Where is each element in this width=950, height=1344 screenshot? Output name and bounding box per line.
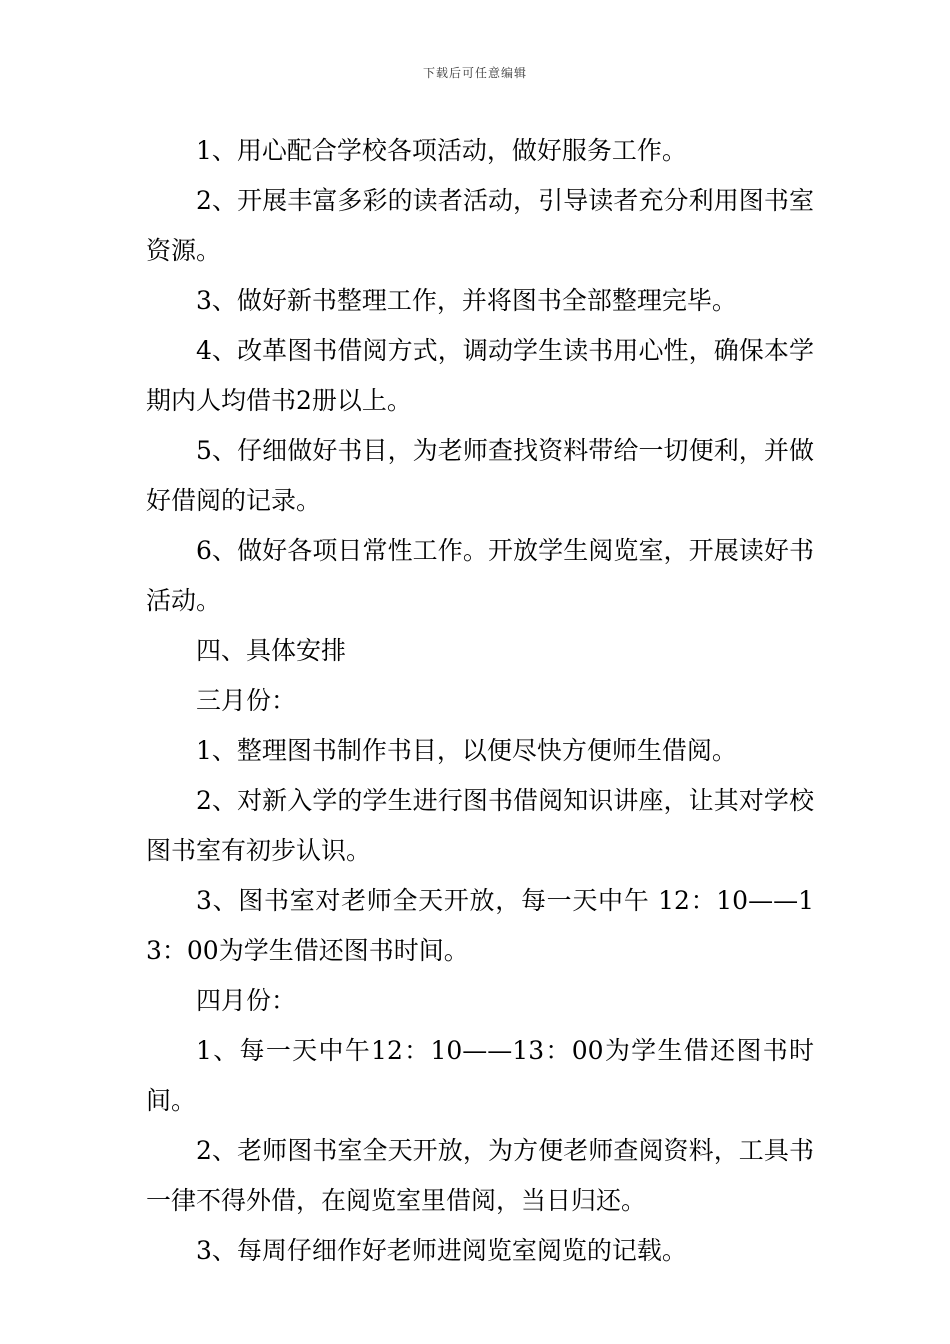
section-heading-schedule: 四、具体安排 xyxy=(196,636,347,665)
paragraph-item-4: 4、改革图书借阅方式，调动学生读书用心性，确保本学期内人均借书2册以上。 xyxy=(146,336,814,415)
march-item-2: 2、对新入学的学生进行图书借阅知识讲座，让其对学校图书室有初步认识。 xyxy=(146,786,814,865)
paragraph-item-2: 2、开展丰富多彩的读者活动，引导读者充分利用图书室资源。 xyxy=(146,186,814,265)
paragraph-item-1: 1、用心配合学校各项活动，做好服务工作。 xyxy=(196,136,687,165)
april-item-1: 1、每一天中午12：10——13：00为学生借还图书时间。 xyxy=(146,1036,814,1115)
page-header: 下载后可任意编辑 xyxy=(422,66,527,80)
paragraph-item-3: 3、做好新书整理工作，并将图书全部整理完毕。 xyxy=(196,286,737,315)
april-item-3: 3、每周仔细作好老师进阅览室阅览的记载。 xyxy=(196,1236,687,1265)
month-heading-april: 四月份： xyxy=(196,986,297,1015)
paragraph-item-6: 6、做好各项日常性工作。开放学生阅览室，开展读好书活动。 xyxy=(146,536,814,615)
april-item-2: 2、老师图书室全天开放，为方便老师查阅资料，工具书一律不得外借，在阅览室里借阅，当日归还。 xyxy=(146,1136,814,1215)
march-item-1: 1、整理图书制作书目，以便尽快方便师生借阅。 xyxy=(196,736,737,765)
document-body xyxy=(146,126,814,1276)
paragraph-item-5: 5、仔细做好书目，为老师查找资料带给一切便利，并做好借阅的记录。 xyxy=(146,436,814,515)
march-item-3: 3、图书室对老师全天开放，每一天中午 12：10——13：00为学生借还图书时间。 xyxy=(146,886,814,965)
month-heading-march: 三月份： xyxy=(196,686,297,715)
